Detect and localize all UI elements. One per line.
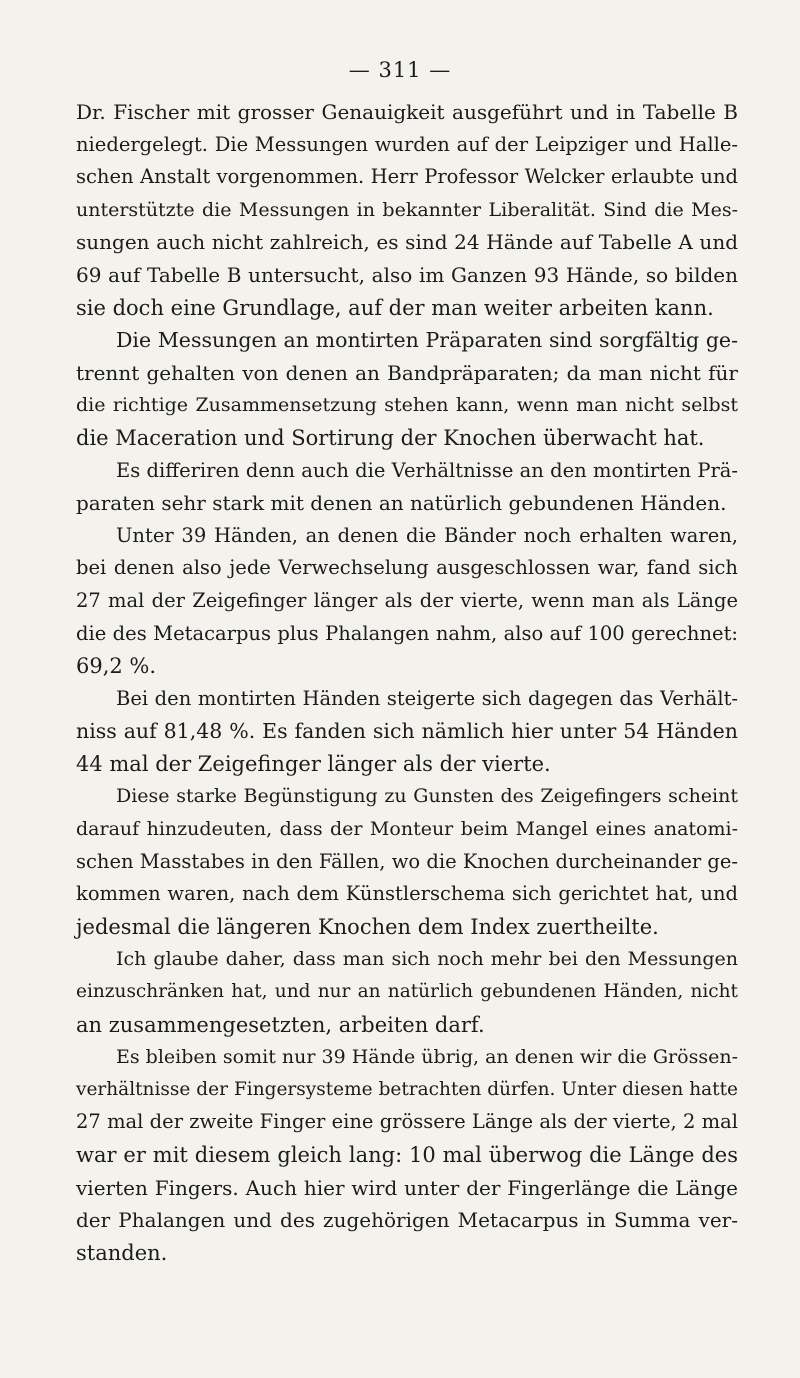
text-line xyxy=(76,324,738,357)
text-line xyxy=(76,943,738,976)
text-line-content: schen Anstalt vorgenommen. Herr Professor Welcker erlaubte und xyxy=(76,165,738,189)
text-line xyxy=(76,780,738,813)
text-line xyxy=(76,683,738,716)
text-line-content: paraten sehr stark mit denen an natürlich gebundenen Händen. xyxy=(76,491,727,516)
text-line-content: Es bleiben somit nur 39 Hände übrig, an denen wir die Grössen- xyxy=(116,1046,738,1069)
text-line xyxy=(76,292,738,325)
text-line xyxy=(76,1204,738,1237)
text-line-content: 69,2 %. xyxy=(76,654,157,679)
text-line xyxy=(76,129,738,162)
text-line xyxy=(76,911,738,944)
text-line-content: an zusammengesetzten, arbeiten darf. xyxy=(76,1012,485,1037)
text-line-content: 69 auf Tabelle B untersucht, also im Ganzen 93 Hände, so bilden xyxy=(76,262,738,287)
text-line xyxy=(76,1237,738,1270)
text-line xyxy=(76,161,738,194)
text-line xyxy=(76,422,738,455)
text-line-content: darauf hinzudeuten, dass der Monteur beim Mangel eines anatomi- xyxy=(76,818,738,841)
text-line-content: 27 mal der Zeigefinger länger als der vierte, wenn man als Länge xyxy=(76,588,738,612)
text-line xyxy=(76,748,738,781)
text-line-content: trennt gehalten von denen an Bandpräparaten; da man nicht für xyxy=(76,360,738,385)
text-line-content: unterstützte die Messungen in bekannter Liberalität. Sind die Mes- xyxy=(76,198,738,221)
text-line xyxy=(76,194,738,227)
text-line xyxy=(76,1074,738,1107)
body-text xyxy=(76,96,738,1269)
text-line-content: vierten Fingers. Auch hier wird unter der Fingerlänge die Länge xyxy=(76,1175,738,1200)
text-line-content: war er mit diesem gleich lang: 10 mal überwog die Länge des xyxy=(76,1143,738,1167)
text-line-content: standen. xyxy=(76,1240,168,1265)
text-line-content: 44 mal der Zeigefinger länger als der vierte. xyxy=(76,751,551,776)
text-line xyxy=(76,878,738,911)
text-line xyxy=(76,1009,738,1042)
text-line xyxy=(76,96,738,129)
text-line xyxy=(76,1106,738,1139)
text-line xyxy=(76,976,738,1009)
text-line-content: die Maceration und Sortirung der Knochen überwacht hat. xyxy=(76,425,705,450)
text-line xyxy=(76,357,738,390)
text-line-content: sie doch eine Grundlage, auf der man weiter arbeiten kann. xyxy=(76,295,714,320)
text-line-content: sungen auch nicht zahlreich, es sind 24 Hände auf Tabelle A und xyxy=(76,230,738,255)
text-line xyxy=(76,1139,738,1172)
text-line-content: niedergelegt. Die Messungen wurden auf der Leipziger und Halle- xyxy=(76,132,738,156)
text-line xyxy=(76,1172,738,1205)
text-line xyxy=(76,1041,738,1074)
page-number: — 311 — xyxy=(348,58,452,82)
text-line-content: Es differiren denn auch die Verhältnisse an den montirten Prä- xyxy=(116,458,738,482)
text-line xyxy=(76,487,738,520)
text-line-content: kommen waren, nach dem Künstlerschema sich gerichtet hat, und xyxy=(76,882,738,906)
text-line-content: verhältnisse der Fingersysteme betrachten dürfen. Unter diesen hatte xyxy=(76,1078,738,1100)
text-line-content: der Phalangen und des zugehörigen Metacarpus in Summa ver- xyxy=(76,1208,738,1233)
text-line-content: Ich glaube daher, dass man sich noch mehr bei den Messungen xyxy=(116,948,738,971)
text-line xyxy=(76,813,738,846)
text-line xyxy=(76,650,738,683)
text-line-content: jedesmal die längeren Knochen dem Index zuertheilte. xyxy=(76,914,659,939)
text-line xyxy=(76,226,738,259)
text-line-content: bei denen also jede Verwechselung ausgeschlossen war, fand sich xyxy=(76,556,738,580)
text-line xyxy=(76,846,738,879)
text-line-content: Dr. Fischer mit grosser Genauigkeit ausgeführt und in Tabelle B xyxy=(76,100,738,124)
text-line-content: schen Masstabes in den Fällen, wo die Knochen durcheinander ge- xyxy=(76,849,738,873)
text-line-content: niss auf 81,48 %. Es fanden sich nämlich hier unter 54 Händen xyxy=(76,719,738,744)
text-line xyxy=(76,585,738,618)
text-line-content: einzuschränken hat, und nur an natürlich gebundenen Händen, nicht xyxy=(76,981,738,1003)
text-line-content: die des Metacarpus plus Phalangen nahm, also auf 100 gerechnet: xyxy=(76,621,738,645)
text-line-content: Die Messungen an montirten Präparaten sind sorgfältig ge- xyxy=(116,328,738,353)
text-line-content: Bei den montirten Händen steigerte sich dagegen das Verhält- xyxy=(116,686,738,710)
text-line-content: 27 mal der zweite Finger eine grössere Länge als der vierte, 2 mal xyxy=(76,1110,738,1134)
text-line-content: Unter 39 Händen, an denen die Bänder noch erhalten waren, xyxy=(116,523,738,547)
text-line xyxy=(76,259,738,292)
text-line xyxy=(76,455,738,488)
text-line xyxy=(76,520,738,553)
text-line xyxy=(76,618,738,651)
text-line xyxy=(76,715,738,748)
text-line-content: Diese starke Begünstigung zu Gunsten des Zeigefingers scheint xyxy=(116,785,738,808)
text-line-content: die richtige Zusammensetzung stehen kann, wenn man nicht selbst xyxy=(76,394,738,417)
text-line xyxy=(76,552,738,585)
text-line xyxy=(76,389,738,422)
